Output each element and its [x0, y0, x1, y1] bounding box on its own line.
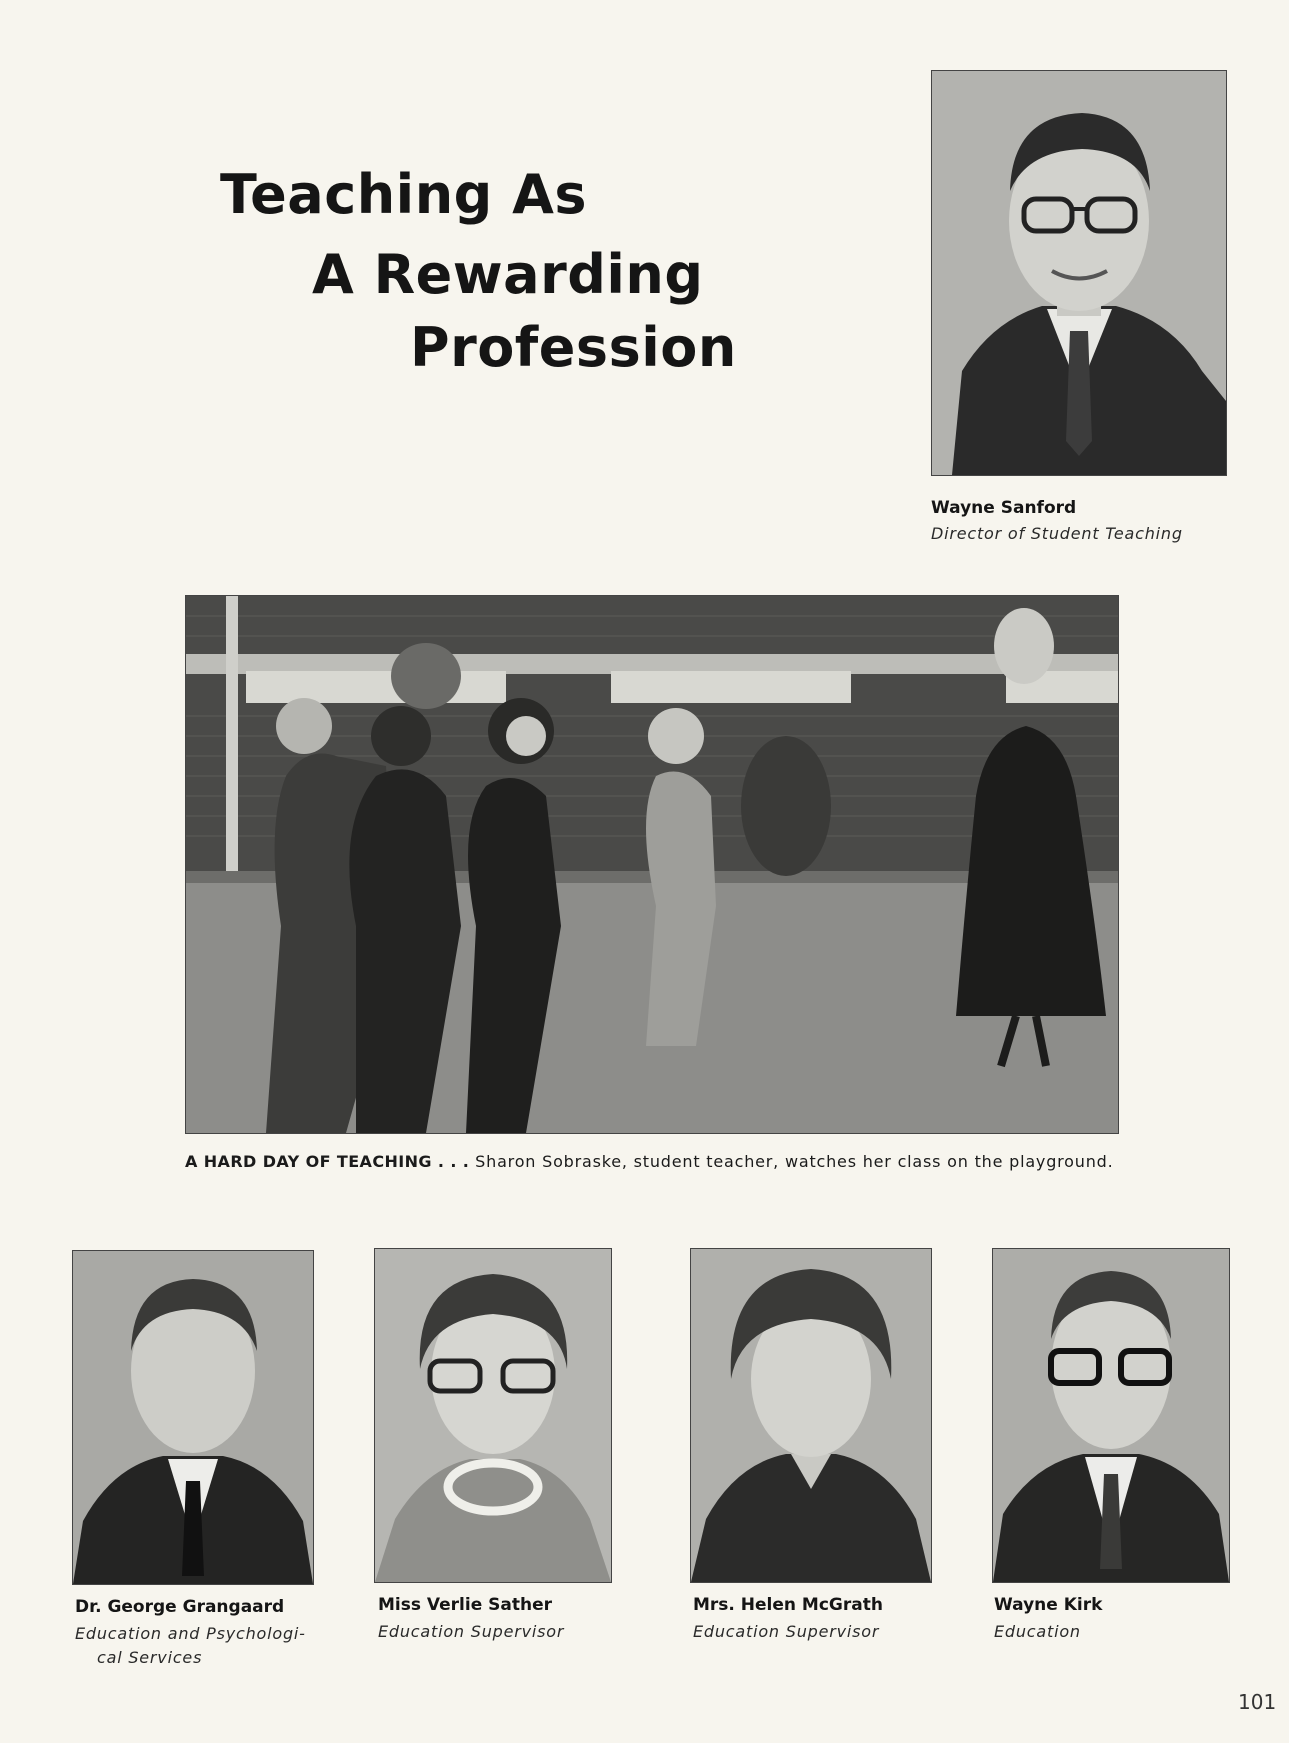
faculty-title-1: [75, 1622, 345, 1670]
faculty-name-3: Mrs. Helen McGrath: [693, 1595, 883, 1615]
faculty-title-3: Education Supervisor: [693, 1622, 880, 1641]
featured-portrait: [931, 70, 1227, 476]
portrait-grangaard: [72, 1250, 314, 1585]
featured-title: Director of Student Teaching: [931, 524, 1183, 543]
faculty-title-1-line-2: cal Services: [97, 1648, 203, 1667]
faculty-name-4: Wayne Kirk: [994, 1595, 1103, 1615]
portrait-mcgrath: [690, 1248, 932, 1583]
playground-photo: [185, 595, 1119, 1134]
caption-text: Sharon Sobraske, student teacher, watches her class on the playground.: [475, 1152, 1114, 1171]
featured-name: Wayne Sanford: [931, 498, 1077, 518]
caption-lead: A HARD DAY OF TEACHING . . .: [185, 1152, 470, 1171]
portrait-sather: [374, 1248, 612, 1583]
faculty-title-1-line-1: Education and Psychologi-: [75, 1624, 306, 1643]
page-number: 101: [1238, 1690, 1277, 1714]
heading-line-3: Profession: [410, 316, 737, 379]
heading-line-1: Teaching As: [220, 163, 588, 226]
faculty-title-4: Education: [994, 1622, 1081, 1641]
heading-line-2: A Rewarding: [312, 243, 704, 306]
portrait-kirk: [992, 1248, 1230, 1583]
faculty-name-2: Miss Verlie Sather: [378, 1595, 553, 1615]
faculty-name-1: Dr. George Grangaard: [75, 1597, 285, 1617]
faculty-title-2: Education Supervisor: [378, 1622, 565, 1641]
photo-caption: [185, 1152, 1114, 1171]
